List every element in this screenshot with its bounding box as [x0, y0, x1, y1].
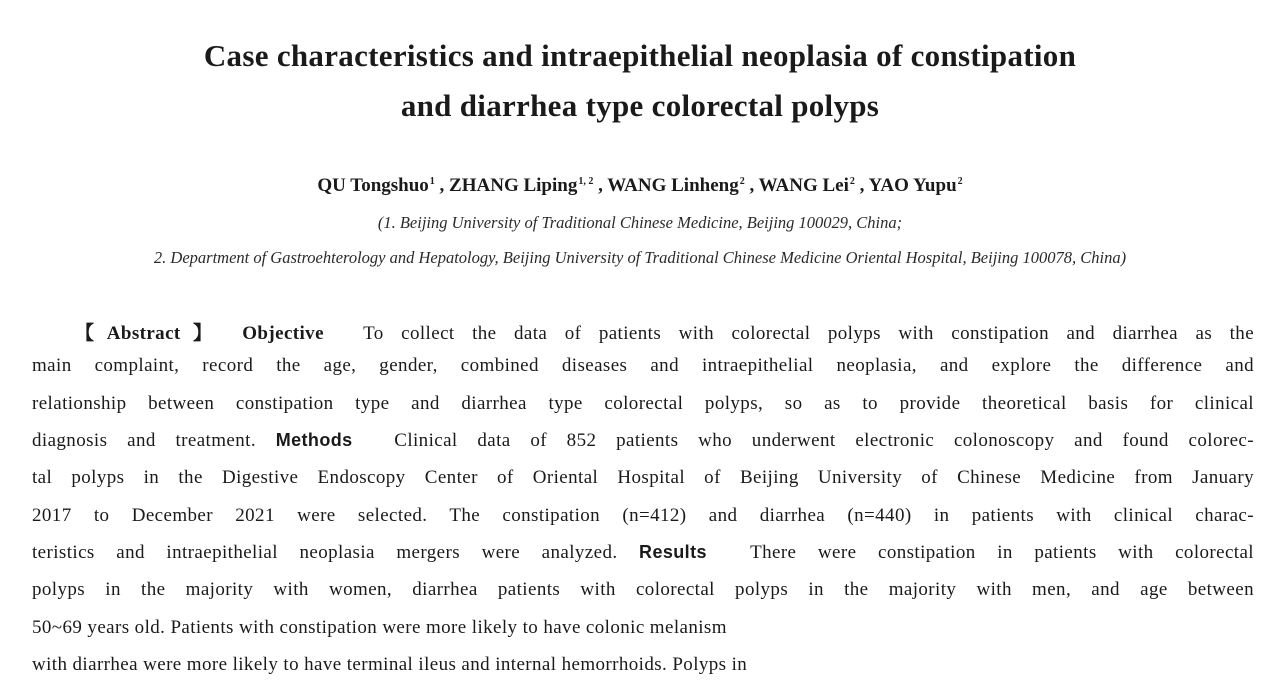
author-affiliation-marker: 2: [849, 176, 855, 187]
abstract-heading: 【Abstract】: [75, 323, 225, 344]
author-name: ZHANG Liping: [449, 175, 578, 196]
author-affiliation-marker: 2: [739, 176, 745, 187]
author-separator: ,: [434, 175, 450, 196]
author-name: YAO Yupu: [868, 175, 957, 196]
author-affiliation-marker: 1: [429, 176, 435, 187]
objective-label: Objective: [242, 323, 324, 344]
abstract-line: polyps in the majority with women, diarrhea patients with colorectal polyps in the majority with men, and age between: [32, 579, 1254, 600]
methods-label: Methods: [275, 430, 353, 450]
abstract-line: [32, 542, 1254, 564]
abstract-text: Clinical data of 852 patients who underwent electronic colonoscopy and found colorec-: [394, 430, 1254, 451]
abstract-text: teristics and intraepithelial neoplasia mergers were analyzed.: [32, 542, 618, 563]
abstract-line: 50~69 years old. Patients with constipation were more likely to have colonic melanism: [32, 617, 727, 638]
abstract-line: 2017 to December 2021 were selected. The constipation (n=412) and diarrhea (n=440) in patients with clinical charac-: [32, 505, 1254, 526]
paper-title-line-1: Case characteristics and intraepithelial neoplasia of constipation: [203, 38, 1077, 73]
author-name: WANG Linheng: [607, 175, 739, 196]
abstract-line: main complaint, record the age, gender, combined diseases and intraepithelial neoplasia, and explore the difference and: [32, 355, 1254, 376]
abstract-text: There were constipation in patients with colorectal: [750, 542, 1254, 563]
author-affiliation-marker: 1, 2: [578, 176, 594, 187]
abstract-line: [32, 430, 1254, 452]
author-name: WANG Lei: [758, 175, 849, 196]
abstract-line: relationship between constipation type and diarrhea type colorectal polyps, so as to provide theoretical basis for clinical: [32, 393, 1254, 414]
abstract-line: [75, 318, 1254, 345]
paper-title-line-2: and diarrhea type colorectal polyps: [400, 88, 880, 123]
abstract-line: tal polyps in the Digestive Endoscopy Center of Oriental Hospital of Beijing University of Chinese Medicine from January: [32, 467, 1254, 488]
abstract-text: To collect the data of patients with colorectal polyps with constipation and diarrhea as the: [363, 323, 1254, 344]
affiliation-2: 2. Department of Gastroehterology and Hepatology, Beijing University of Traditional Chinese Medicine Oriental Hospital, Beijing 100078, China): [153, 248, 1127, 267]
author-separator: ,: [593, 175, 608, 196]
author-name: QU Tongshuo: [317, 175, 429, 196]
author-affiliation-marker: 2: [957, 176, 963, 187]
affiliation-1: (1. Beijing University of Traditional Chinese Medicine, Beijing 100029, China;: [377, 213, 903, 232]
author-list: [0, 175, 1280, 197]
abstract-line: with diarrhea were more likely to have terminal ileus and internal hemorrhoids. Polyps in: [32, 654, 748, 675]
author-separator: ,: [854, 175, 869, 196]
results-label: Results: [639, 542, 707, 562]
author-separator: ,: [744, 175, 759, 196]
abstract-text: diagnosis and treatment.: [32, 430, 256, 451]
